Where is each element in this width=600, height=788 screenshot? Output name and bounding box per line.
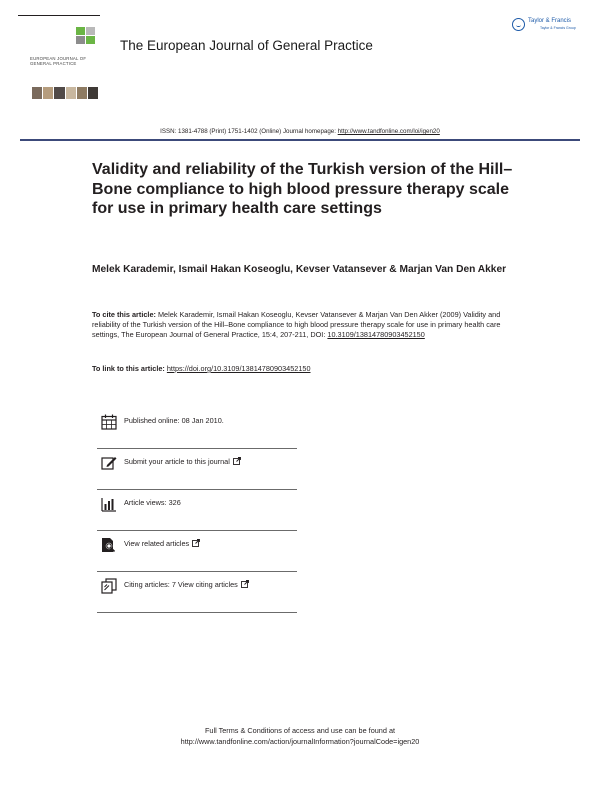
article-views-text: Article views: 326 <box>124 498 181 507</box>
citing-articles-icon <box>101 578 117 594</box>
article-link-label: To link to this article: <box>92 364 167 373</box>
citing-articles-text: Citing articles: 7 View citing articles <box>124 580 238 589</box>
article-doi-url[interactable]: https://doi.org/10.3109/13814780903452150 <box>166 364 311 373</box>
publisher-subname: Taylor & Francis Group <box>540 26 576 30</box>
article-title: Validity and reliability of the Turkish version of the Hill–Bone compliance to high blood pressure therapy scale for use in primary health care settings <box>92 161 513 217</box>
external-link-icon <box>233 457 241 467</box>
view-related-link[interactable] <box>124 539 200 549</box>
egp-photo-strip <box>32 87 98 99</box>
citing-row[interactable] <box>97 572 297 613</box>
footer-terms-link[interactable]: http://www.tandfonline.com/action/journalInformation?journalCode=igen20 <box>180 736 420 746</box>
citing-articles-link[interactable] <box>124 580 249 590</box>
views-row <box>97 490 297 531</box>
citation-text: Melek Karademir, Ismail Hakan Koseoglu, Kevser Vatansever & Marjan Van Den Akker (2009) Validity and reliability of the Turkish version of the Hill–Bone compliance to high blood pressure therapy scale for use in primary health care settings, The European Journal of General Practice, 15:4, 207-211, DOI: <box>92 310 501 340</box>
publisher-name: Taylor & Francis <box>528 18 572 24</box>
edit-icon <box>101 455 117 471</box>
top-rule <box>18 15 100 16</box>
citation-label: To cite this article: <box>92 310 158 319</box>
doi-link[interactable]: 10.3109/13814780903452150 <box>327 330 425 340</box>
egp-logo-mark <box>76 27 98 47</box>
article-authors: Melek Karademir, Ismail Hakan Koseoglu, Kevser Vatansever & Marjan Van Den Akker <box>92 264 507 275</box>
egp-logo-caption: EUROPEAN JOURNAL OF GENERAL PRACTICE <box>30 56 87 66</box>
submit-article-text: Submit your article to this journal <box>124 457 230 466</box>
external-link-icon <box>192 539 200 549</box>
publisher-logo[interactable] <box>512 17 584 37</box>
published-text: Published online: 08 Jan 2010. <box>124 416 224 425</box>
publisher-logo-icon <box>512 18 525 31</box>
issn-line <box>0 128 600 135</box>
header-rule <box>20 139 580 141</box>
issn-text: ISSN: 1381-4788 (Print) 1751-1402 (Online) Journal homepage: <box>160 128 338 135</box>
bar-chart-icon <box>101 496 117 512</box>
submit-row[interactable] <box>97 449 297 490</box>
view-related-text: View related articles <box>124 539 190 548</box>
journal-title: The European Journal of General Practice <box>120 38 373 53</box>
egp-logo <box>30 27 100 101</box>
published-row <box>97 408 297 449</box>
footer-terms-text: Full Terms & Conditions of access and use can be found at <box>204 726 396 735</box>
citation-block <box>92 310 522 341</box>
calendar-icon <box>101 414 117 430</box>
external-link-icon <box>241 580 249 590</box>
article-info-list <box>97 408 297 613</box>
related-articles-icon <box>101 537 117 553</box>
article-link-line <box>92 364 522 373</box>
related-row[interactable] <box>97 531 297 572</box>
submit-article-link[interactable] <box>124 457 241 467</box>
journal-homepage-link[interactable]: http://www.tandfonline.com/loi/igen20 <box>337 128 440 135</box>
footer <box>0 726 600 747</box>
